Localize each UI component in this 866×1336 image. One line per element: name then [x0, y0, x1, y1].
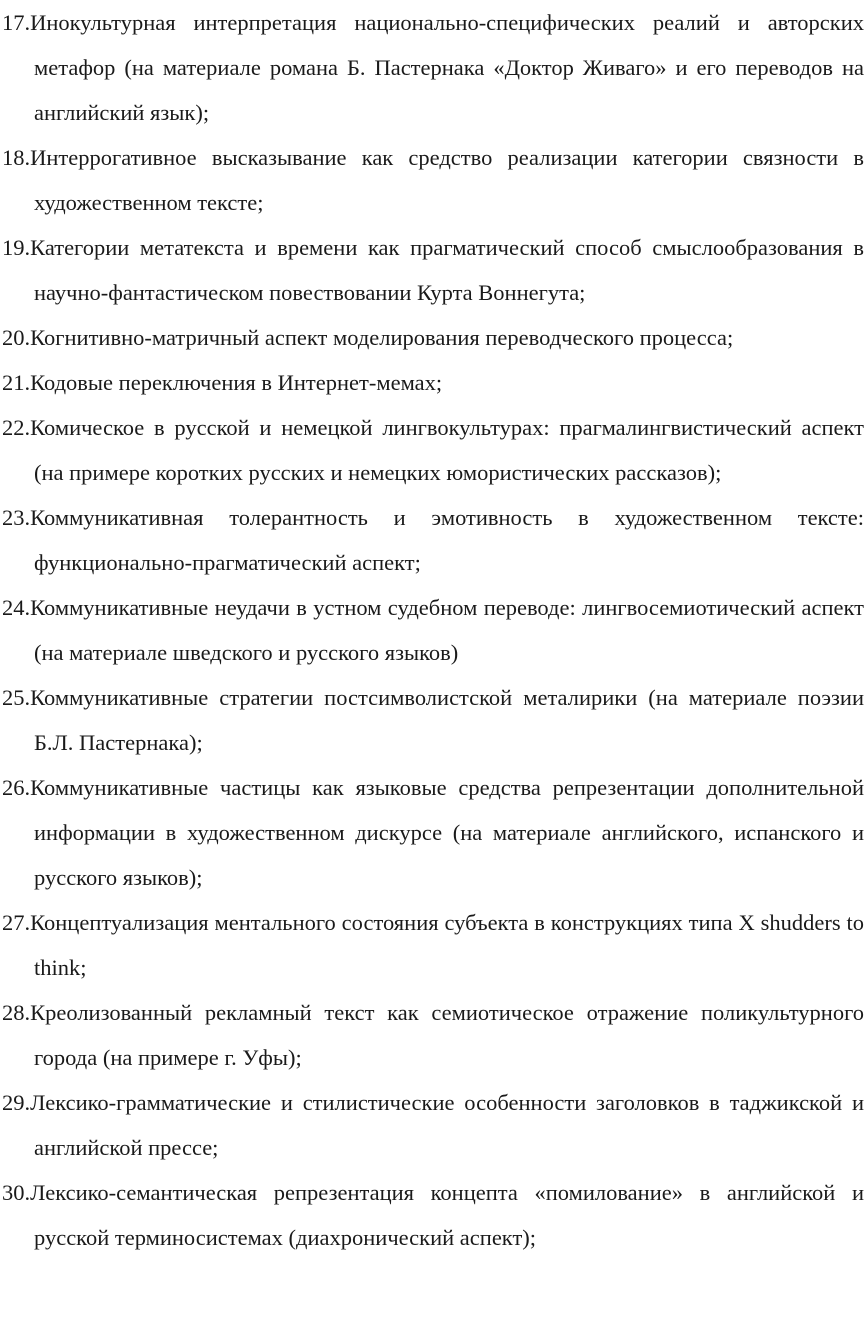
- list-item: [2, 585, 864, 675]
- list-item: [2, 1170, 864, 1260]
- list-item: [2, 405, 864, 495]
- item-text: Категории метатекста и времени как прагматический способ смыслообразования в научно-фантастическом повествовании Курта Воннегута;: [30, 235, 864, 305]
- thesis-topic-list: [2, 0, 864, 1260]
- item-number: 23.: [2, 505, 31, 530]
- list-item: [2, 360, 864, 405]
- list-item: [2, 135, 864, 225]
- list-item: [2, 495, 864, 585]
- item-number: 25.: [2, 685, 31, 710]
- list-item: [2, 990, 864, 1080]
- list-item: [2, 675, 864, 765]
- item-number: 21.: [2, 370, 31, 395]
- item-text: Интеррогативное высказывание как средство реализации категории связности в художественном тексте;: [30, 145, 864, 215]
- item-text: Лексико-семантическая репрезентация концепта «помилование» в английской и русской терминосистемах (диахронический аспект);: [30, 1180, 864, 1250]
- item-text: Инокультурная интерпретация национально-специфических реалий и авторских метафор (на материале романа Б. Пастернака «Доктор Живаго» и его переводов на английский язык);: [30, 10, 864, 125]
- item-number: 22.: [2, 415, 31, 440]
- item-text: Креолизованный рекламный текст как семиотическое отражение поликультурного города (на примере г. Уфы);: [30, 1000, 864, 1070]
- item-text: Кодовые переключения в Интернет-мемах;: [30, 370, 443, 395]
- list-item: [2, 225, 864, 315]
- item-text: Коммуникативные стратегии постсимволистской металирики (на материале поэзии Б.Л. Пастернака);: [30, 685, 864, 755]
- item-text: Комическое в русской и немецкой лингвокультурах: прагмалингвистический аспект (на примере коротких русских и немецких юмористических рассказов);: [30, 415, 864, 485]
- item-text: Когнитивно-матричный аспект моделирования переводческого процесса;: [30, 325, 734, 350]
- item-number: 18.: [2, 145, 31, 170]
- item-number: 26.: [2, 775, 31, 800]
- list-item: [2, 0, 864, 135]
- item-number: 19.: [2, 235, 31, 260]
- item-text: Коммуникативная толерантность и эмотивность в художественном тексте: функционально-прагматический аспект;: [30, 505, 864, 575]
- list-item: [2, 1080, 864, 1170]
- item-number: 24.: [2, 595, 31, 620]
- item-text: Коммуникативные неудачи в устном судебном переводе: лингвосемиотический аспект (на материале шведского и русского языков): [30, 595, 864, 665]
- item-text: Концептуализация ментального состояния субъекта в конструкциях типа X shudders to think;: [30, 910, 864, 980]
- item-text: Лексико-грамматические и стилистические особенности заголовков в таджикской и английской прессе;: [30, 1090, 864, 1160]
- item-text: Коммуникативные частицы как языковые средства репрезентации дополнительной информации в художественном дискурсе (на материале английского, испанского и русского языков);: [30, 775, 864, 890]
- list-item: [2, 900, 864, 990]
- item-number: 28.: [2, 1000, 31, 1025]
- item-number: 20.: [2, 325, 31, 350]
- list-item: [2, 765, 864, 900]
- item-number: 30.: [2, 1180, 31, 1205]
- item-number: 17.: [2, 10, 31, 35]
- item-number: 29.: [2, 1090, 31, 1115]
- list-item: [2, 315, 864, 360]
- item-number: 27.: [2, 910, 31, 935]
